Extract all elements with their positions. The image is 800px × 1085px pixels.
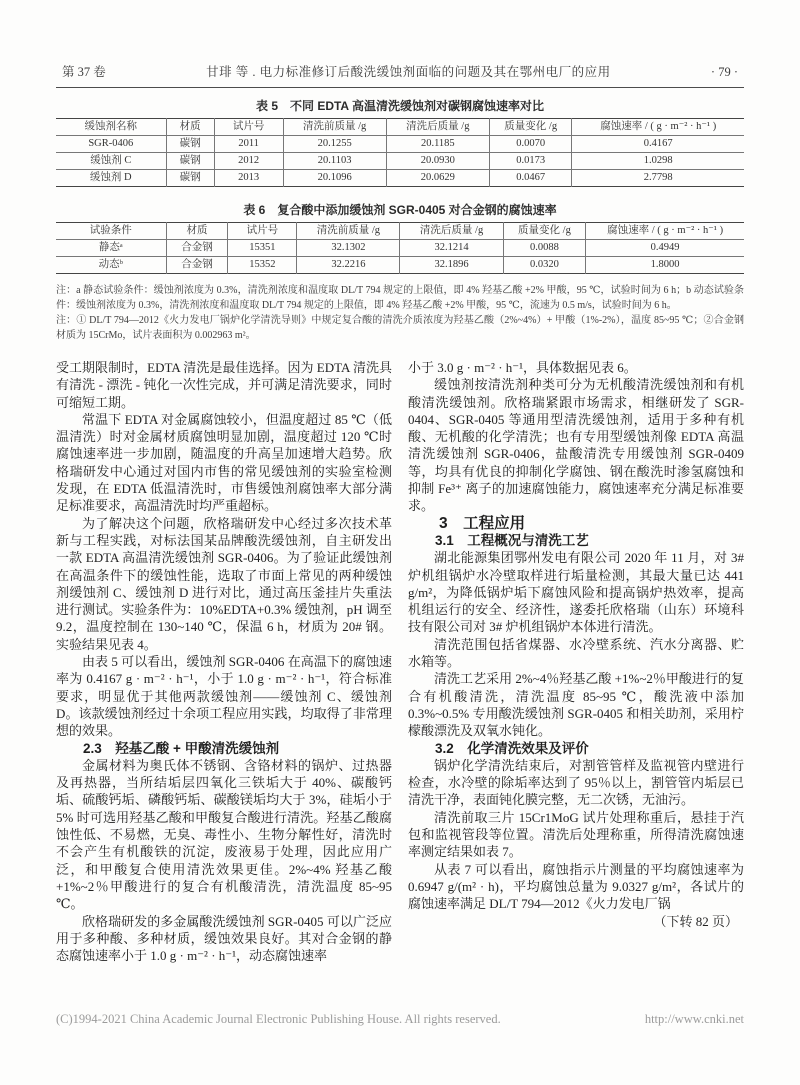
table-cell: 20.1255 <box>283 136 386 153</box>
paragraph: 由表 5 可以看出，缓蚀剂 SGR-0406 在高温下的腐蚀速率为 0.4167 g · m⁻² · h⁻¹，小于 1.0 g · m⁻² · h⁻¹，符合标准要求，明显优于其他两款缓蚀剂——缓蚀剂 C、缓蚀剂 D。该款缓蚀剂经过十余项工程应用实践，均取得了非常理想的效果。 <box>56 654 392 739</box>
note-12: 注：① DL/T 794—2012《火力发电厂锅炉化学清洗导则》中规定复合酸的清洗介质浓度为羟基乙酸（2%~4%）+ 甲酸（1%-2%），温度 85~95 ℃；②合金钢材质为 15CrMo，试片表面积为 0.002963 m²。 <box>56 315 744 341</box>
note-ab: 注：a 静态试验条件：缓蚀剂浓度为 0.3%，清洗剂浓度和温度取 DL/T 794 规定的上限值，即 4% 羟基乙酸 +2% 甲酸，95 ℃，试验时间为 6 h；b 动态试验条件：缓蚀剂浓度为 0.3%，清洗剂浓度和温度取 DL/T 794 规定的上限值，即 4% 羟基乙酸 +2% 甲酸，95 ℃，流速为 0.5 m/s，试验时间为 6 h。 <box>56 285 744 311</box>
section-heading-3-1: 3.1 工程概况与清洗工艺 <box>435 532 589 548</box>
table-cell: 20.0930 <box>386 153 489 170</box>
table-cell: 0.4167 <box>572 136 744 153</box>
table-row <box>56 257 744 274</box>
cnki-url: http://www.cnki.net <box>644 1012 744 1026</box>
paragraph: 湖北能源集团鄂州发电有限公司 2020 年 11 月，对 3# 炉机组锅炉水冷壁取样进行垢量检测，其最大量已达 441 g/m²，为降低锅炉垢下腐蚀风险和提高锅炉热效率，提高机组运行的安全、经济性，遂委托欣格瑞（山东）环境科技有限公司对 3# 炉机组锅炉本体进行清洗。 <box>408 550 744 635</box>
paragraph: 清洗范围包括省煤器、水冷壁系统、汽水分离器、贮水箱等。 <box>408 636 744 670</box>
table6 <box>56 222 744 274</box>
col-header: 质量变化 /g <box>489 119 572 136</box>
body-columns <box>56 359 744 964</box>
paragraph: 清洗前取三片 15Cr1MoG 试片处理称重后，悬挂于汽包和监视管段等位置。清洗后处理称重，所得清洗腐蚀速率测定结果如表 7。 <box>408 809 744 860</box>
table-cell: SGR-0406 <box>56 136 166 153</box>
table-cell: 1.8000 <box>586 257 744 274</box>
table-cell: 2.7798 <box>572 170 744 187</box>
table-cell: 0.4949 <box>586 240 744 257</box>
table-cell: 静态ᵃ <box>56 240 166 257</box>
table-cell: 20.1103 <box>283 153 386 170</box>
header-rule <box>56 87 744 88</box>
table-cell: 碳钢 <box>166 136 214 153</box>
table-cell: 2012 <box>214 153 283 170</box>
table-row <box>56 136 744 153</box>
right-column <box>408 359 744 964</box>
col-header: 腐蚀速率 / ( g · m⁻² · h⁻¹ ) <box>586 223 744 240</box>
table-cell: 32.1896 <box>400 257 503 274</box>
col-header: 试验条件 <box>56 223 166 240</box>
table-notes <box>56 284 744 343</box>
table6-caption: 表 6 复合酸中添加缓蚀剂 SGR-0405 对合金钢的腐蚀速率 <box>243 203 557 217</box>
table-cell: 32.1214 <box>400 240 503 257</box>
table-cell: 2011 <box>214 136 283 153</box>
table-cell: 20.0629 <box>386 170 489 187</box>
paragraph: 受工期限制时，EDTA 清洗是最佳选择。因为 EDTA 清洗具有清洗 - 漂洗 - 钝化一次性完成，并可满足清洗要求，同时可缩短工期。 <box>56 360 392 410</box>
table5-block <box>56 97 744 187</box>
table-row <box>56 153 744 170</box>
col-header: 材质 <box>166 119 214 136</box>
table-cell: 0.0070 <box>489 136 572 153</box>
table-cell: 20.1185 <box>386 136 489 153</box>
continued-note: （下转 82 页） <box>653 913 738 929</box>
table-cell: 0.0088 <box>503 240 586 257</box>
col-header: 清洗后质量 /g <box>386 119 489 136</box>
page-header <box>56 62 744 87</box>
table-cell: 32.2216 <box>297 257 400 274</box>
table5 <box>56 118 744 187</box>
table-cell: 碳钢 <box>166 153 214 170</box>
page-number: · 79 · <box>710 65 738 79</box>
col-header: 质量变化 /g <box>503 223 586 240</box>
table-cell: 动态ᵇ <box>56 257 166 274</box>
table-cell: 2013 <box>214 170 283 187</box>
table-cell: 0.0467 <box>489 170 572 187</box>
table-cell: 20.1096 <box>283 170 386 187</box>
table-cell: 缓蚀剂 C <box>56 153 166 170</box>
table6-block <box>56 201 744 274</box>
paragraph: 金属材料为奥氏体不锈钢、含铬材料的锅炉、过热器及再热器，当所结垢层四氧化三铁垢大于 40%、碳酸钙垢、硫酸钙垢、磷酸钙垢、碳酸镁垢均大于 3%，硅垢小于 5% 时可选用羟基乙酸和甲酸复合酸进行清洗。羟基乙酸腐蚀性低、不易燃，无臭、毒性小、生物分解性好，清洗时不会产生有机酸铁的沉淀，废液易于处理，因此应用广泛，和甲酸复合使用清洗效果更佳。2%~4% 羟基乙酸 +1%~2％甲酸进行的复合有机酸清洗，清洗温度 85~95 ℃。 <box>56 757 392 912</box>
paragraph: 锅炉化学清洗结束后，对割管管样及监视管内壁进行检查，水冷壁的除垢率达到了 95％以上，割管管内垢层已清洗干净，表面钝化膜完整，无二次锈，无油污。 <box>408 757 744 808</box>
table-cell: 合金钢 <box>166 257 228 274</box>
paragraph: 常温下 EDTA 对金属腐蚀较小，但温度超过 85 ℃（低温清洗）时对金属材质腐蚀明显加剧，温度超过 120 ℃时腐蚀速率进一步加剧，随温度的升高呈加速增大趋势。欣格瑞研发中心通过对国内市售的常见缓蚀剂的实验室检测发现，在 EDTA 低温清洗时，市售缓蚀剂腐蚀率大部分满足标准要求，高温清洗时均严重超标。 <box>56 411 392 514</box>
section-heading-3-2: 3.2 化学清洗效果及评价 <box>435 740 589 756</box>
table5-header-row <box>56 119 744 136</box>
paragraph: 从表 7 可以看出，腐蚀指示片测量的平均腐蚀速率为 0.6947 g/(m² · h)，平均腐蚀总量为 9.0327 g/m²，各试片的腐蚀速率满足 DL/T 794—2012《火力发电厂锅 <box>408 861 744 912</box>
table-cell: 15351 <box>228 240 297 257</box>
paragraph: 缓蚀剂按清洗剂种类可分为无机酸清洗缓蚀剂和有机酸清洗缓蚀剂。欣格瑞紧跟市场需求，相继研发了 SGR-0404、SGR-0405 等通用型清洗缓蚀剂，适用于多种有机酸、无机酸的化学清洗；也有专用型缓蚀剂像 EDTA 高温清洗缓蚀剂 SGR-0406，盐酸清洗专用缓蚀剂 SGR-0409 等，均具有优良的抑制化学腐蚀、钢在酸洗时渗氢腐蚀和抑制 Fe³⁺ 离子的加速腐蚀能力，腐蚀速率充分满足标准要求。 <box>408 377 744 514</box>
table-row <box>56 240 744 257</box>
section-heading-2-3: 2.3 羟基乙酸 + 甲酸清洗缓蚀剂 <box>83 740 280 756</box>
table-cell: 15352 <box>228 257 297 274</box>
table-cell: 缓蚀剂 D <box>56 170 166 187</box>
paragraph: 清洗工艺采用 2%~4％羟基乙酸 +1%~2％甲酸进行的复合有机酸清洗，清洗温度 85~95 ℃，酸洗液中添加 0.3%~0.5% 专用酸洗缓蚀剂 SGR-0405 和相关助剂，采用柠檬酸漂洗及双氧水钝化。 <box>408 671 744 739</box>
table-row <box>56 170 744 187</box>
col-header: 清洗前质量 /g <box>283 119 386 136</box>
table5-caption: 表 5 不同 EDTA 高温清洗缓蚀剂对碳钢腐蚀速率对比 <box>255 99 544 113</box>
paragraph: 小于 3.0 g · m⁻² · h⁻¹，具体数据见表 6。 <box>408 360 637 375</box>
col-header: 清洗后质量 /g <box>400 223 503 240</box>
col-header: 清洗前质量 /g <box>297 223 400 240</box>
table-cell: 0.0173 <box>489 153 572 170</box>
table-cell: 0.0320 <box>503 257 586 274</box>
running-title: 甘琲 等 . 电力标准修订后酸洗缓蚀剂面临的问题及其在鄂州电厂的应用 <box>206 65 611 79</box>
table-cell: 合金钢 <box>166 240 228 257</box>
table-cell: 1.0298 <box>572 153 744 170</box>
col-header: 材质 <box>166 223 228 240</box>
copyright-text: (C)1994-2021 China Academic Journal Electronic Publishing House. All rights reserved. <box>56 1012 501 1026</box>
paragraph: 为了解决这个问题，欣格瑞研发中心经过多次技术革新与工程实践，对标法国某品牌酸洗缓蚀剂，自主研发出一款 EDTA 高温清洗缓蚀剂 SGR-0406。为了验证此缓蚀剂在高温条件下的缓蚀性能，选取了市面上常见的两种缓蚀剂缓蚀剂 C、缓蚀剂 D 进行对比，通过高压釜挂片失重法进行测试。实验条件为：10%EDTA+0.3% 缓蚀剂，pH 调至 9.2，温度控制在 130~140 ℃，保温 6 h，材质为 20# 钢。实验结果见表 4。 <box>56 515 392 652</box>
table6-header-row <box>56 223 744 240</box>
volume-label: 第 37 卷 <box>62 65 106 79</box>
page-footer <box>56 1012 744 1027</box>
col-header: 试片号 <box>214 119 283 136</box>
table-cell: 碳钢 <box>166 170 214 187</box>
section-heading-3: 3 工程应用 <box>439 514 526 532</box>
table-cell: 32.1302 <box>297 240 400 257</box>
col-header: 腐蚀速率 / ( g · m⁻² · h⁻¹ ) <box>572 119 744 136</box>
paragraph: 欣格瑞研发的多金属酸洗缓蚀剂 SGR-0405 可以广泛应用于多种酸、多种材质，缓蚀效果良好。其对合金钢的静态腐蚀速率小于 1.0 g · m⁻² · h⁻¹，动态腐蚀速率 <box>56 913 392 964</box>
col-header: 缓蚀剂名称 <box>56 119 166 136</box>
left-column <box>56 359 392 964</box>
col-header: 试片号 <box>228 223 297 240</box>
